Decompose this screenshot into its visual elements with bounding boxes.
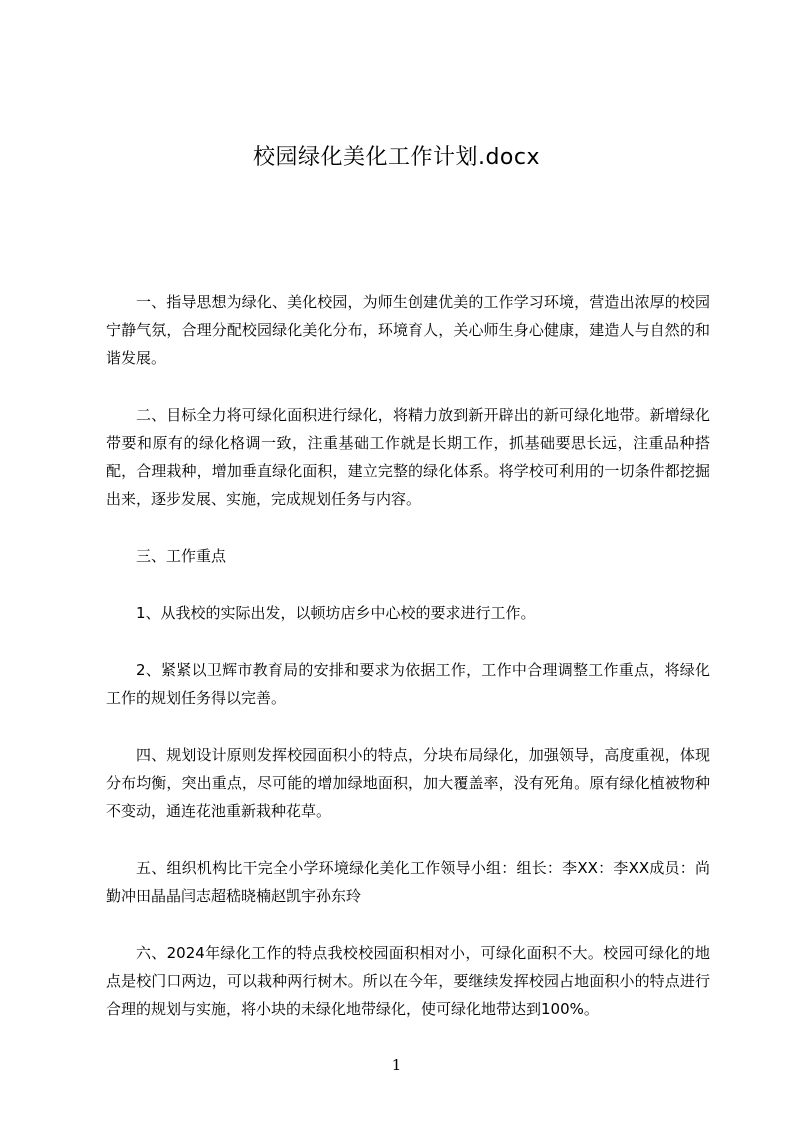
paragraph-2024-features: 六、2024年绿化工作的特点我校校园面积相对小，可绿化面积不大。校园可绿化的地点是校门口两边，可以栽种两行树木。所以在今年，要继续发挥校园占地面积小的特点进行合理的规划与实施，将小块的未绿化地带绿化，使可绿化地带达到100%。 (106, 944, 710, 1018)
document-body (106, 288, 710, 1052)
paragraph-organization: 五、组织机构比干完全小学环境绿化美化工作领导小组：组长：李XX：李XX成员：尚勤冲田晶晶闫志超嵇晓楠赵凯宇孙东玲 (106, 859, 710, 905)
page-number: 1 (391, 1056, 402, 1074)
paragraph-focus-item-2: 2、紧紧以卫辉市教育局的安排和要求为依据工作，工作中合理调整工作重点，将绿化工作的规划任务得以完善。 (106, 661, 710, 707)
paragraph-work-focus-heading: 三、工作重点 (136, 547, 227, 565)
paragraph-design-principles: 四、规划设计原则发挥校园面积小的特点，分块布局绿化，加强领导，高度重视，体现分布均衡，突出重点，尽可能的增加绿地面积，加大覆盖率，没有死角。原有绿化植被物种不变动，通连花池重新栽种花草。 (106, 746, 710, 820)
paragraph-guiding-ideology: 一、指导思想为绿化、美化校园，为师生创建优美的工作学习环境，营造出浓厚的校园宁静气氛，合理分配校园绿化美化分布，环境育人，关心师生身心健康，建造人与自然的和谐发展。 (106, 293, 710, 367)
paragraph-focus-item-1: 1、从我校的实际出发，以顿坊店乡中心校的要求进行工作。 (136, 604, 536, 622)
document-title: 校园绿化美化工作计划.docx (252, 145, 541, 170)
paragraph-goals: 二、目标全力将可绿化面积进行绿化，将精力放到新开辟出的新可绿化地带。新增绿化带要和原有的绿化格调一致，注重基础工作就是长期工作，抓基础要思长远，注重品种搭配，合理栽种，增加垂直绿化面积，建立完整的绿化体系。将学校可利用的一切条件都挖掘出来，逐步发展、实施，完成规划任务与内容。 (106, 406, 710, 508)
